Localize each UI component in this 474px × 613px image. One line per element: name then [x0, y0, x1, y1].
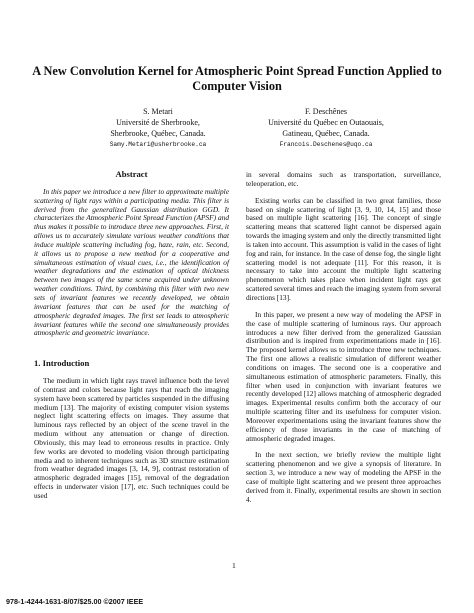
copyright-footer: 978-1-4244-1631-8/07/$25.00 ©2007 IEEE — [6, 597, 144, 606]
author-block-1 — [63, 106, 253, 150]
continued-paragraph: in several domains such as transportation, surveillance, teleoperation, etc. — [246, 170, 441, 188]
author-email: Samy.Metari@usherbrooke.ca — [109, 141, 207, 148]
title-line-2: Computer Vision — [192, 79, 282, 93]
left-column — [34, 168, 229, 501]
author-name: S. Metari — [143, 107, 173, 116]
body-paragraph: In this paper, we present a new way of modeling the APSF in the case of multiple scattering of luminous rays. Our approach introduces a new filter derived from the generalized Gaussian distribution and is inspired from experimentations made in [16]. The proposed kernel allows us to introduce three new techniques. The first one allows a realistic simulation of different weather conditions on images. The second one is a cooperative and simultaneous estimation of atmospheric parameters. Finally, this filter when used in conjunction with invariant features we recently developed [12] allows matching of atmospheric degraded images. Experimental results confirm both the accuracy of our multiple scattering filter and its usefulness for computer vision. Moreover experimentations using the invariant features show the efficiency of those invariants in the case of matching of atmospheric degraded images. — [246, 309, 441, 443]
author-location: Gatineau, Québec, Canada. — [282, 129, 370, 138]
author-affiliation: Université de Sherbrooke, — [116, 118, 200, 127]
author-name: F. Deschênes — [304, 107, 347, 116]
page-number: 1 — [232, 561, 236, 570]
intro-paragraph: The medium in which light rays travel influence both the level of contrast and colors because light rays that reach the imaging system have been scattered by particles suspended in the diffusing medium [13]. The majority of existing computer vision systems neglect light scattering effects on images. They assume that luminous rays reflected by an object of the scene travel in the medium without any attenuation or change of direction. Obviously, this may lead to erroneous results in practice. Only few works are devoted to modeling vision through participating media and to inherent techniques such as 3D structure estimation from weather degraded images [3, 14, 9], contrast restoration of atmospheric degraded images [15], removal of the degradation effects in underwater vision [17], etc. Such techniques could be used — [34, 376, 229, 500]
title-line-1: A New Convolution Kernel for Atmospheric Point Spread Function Applied to — [32, 64, 442, 78]
section-heading-introduction: 1. Introduction — [34, 358, 90, 369]
right-column — [246, 171, 441, 505]
abstract-heading: Abstract — [115, 169, 148, 179]
author-location: Sherbrooke, Québec, Canada. — [110, 129, 206, 138]
author-email: Francois.Deschenes@uqo.ca — [279, 141, 373, 148]
body-paragraph: In the next section, we briefly review the multiple light scattering phenomenon and we give a synopsis of literature. In section 3, we introduce a new way of modeling the APSF in the case of multiple light scattering and we present three approaches derived from it. Finally, experimental results are shown in section 4. — [246, 450, 441, 504]
author-block-2 — [231, 106, 421, 150]
author-affiliation: Université du Québec en Outaouais, — [268, 118, 384, 127]
body-paragraph: Existing works can be classified in two great families, those based on single scattering of light [3, 9, 10, 14, 15] and those based on multiple light scattering [16]. The concept of single scattering means that scattered light cannot be dispersed again towards the imaging system and only the directly transmitted light is taken into account. This assumption is valid in the cases of light fog and rain, for instance. In the case of dense fog, the single light scattering model is not adequate [11]. For this reason, it is necessary to take into account the multiple light scattering phenomenon which takes place when incident light rays get scattered several times and reach the imaging system from several directions [13]. — [246, 195, 441, 302]
abstract-text: In this paper we introduce a new filter to approximate multiple scattering of light rays within a participating media. This filter is derived from the generalized Gaussian distribution GGD. It characterizes the Atmospheric Point Spread Function (APSF) and thus makes it possible to introduce three new approaches. First, it allows us to accurately simulate various weather conditions that induce multiple scattering including fog, haze, rain, etc. Second, it allows us to propose a new method for a cooperative and simultaneous estimation of visual cues, i.e., the identification of weather degradations and the estimation of optical thickness between two images of the same scene acquired under unknown weather conditions. Third, by combining this filter with two new sets of invariant features we recently developed, we obtain invariant features that can be used for the matching of atmospheric degraded images. The first set leads to atmospheric invariant features while the second one simultaneously provides atmospheric and geometric invariance. — [34, 186, 229, 338]
paper-title — [20, 64, 454, 94]
